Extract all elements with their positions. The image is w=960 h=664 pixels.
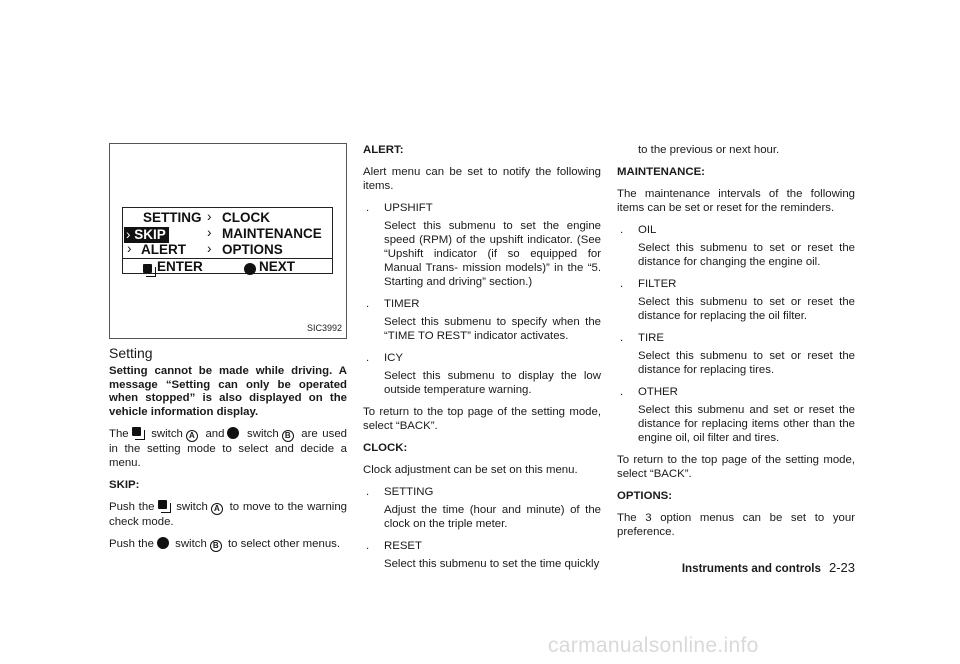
paragraph-skip-a: Push the switch A to move to the warning check mode. xyxy=(109,501,348,528)
alert-intro: Alert menu can be set to notify the following items. xyxy=(363,166,601,192)
next-dot-icon xyxy=(244,261,256,277)
middle-column xyxy=(363,143,601,579)
list-item: . SETTING xyxy=(366,486,434,498)
clock-intro: Clock adjustment can be set on this menu. xyxy=(363,464,578,476)
footer-title: Instruments and controls xyxy=(681,562,821,575)
list-item: . OIL xyxy=(620,224,657,236)
lcd-row-3 xyxy=(123,242,332,258)
lcd-alert: ALERT xyxy=(141,242,186,257)
options-text: The 3 option menus can be set to your preference. xyxy=(617,512,855,538)
lcd-skip: SKIP xyxy=(134,227,166,242)
return-text: To return to the top page of the setting mode, select “BACK”. xyxy=(363,406,601,432)
list-item: . RESET xyxy=(366,540,422,552)
chevron-right-icon: › xyxy=(126,227,131,242)
paragraph-switch-usage: The switch A and switch B are used in the setting mode to select and decide a menu. xyxy=(109,428,348,469)
lcd-options: OPTIONS xyxy=(222,242,283,257)
callout-a-icon: A xyxy=(186,430,198,442)
page-number: 2-23 xyxy=(828,560,855,575)
lcd-maintenance: MAINTENANCE xyxy=(222,226,322,241)
chevron-right-icon: › xyxy=(207,241,212,256)
alert-heading: ALERT: xyxy=(363,144,404,156)
dot-switch-icon xyxy=(227,427,239,439)
warning-text: Setting cannot be made while driving. A message “Setting can only be operated when stopped” is also displayed on the vehicle information display. xyxy=(109,365,347,418)
lcd-next: NEXT xyxy=(259,259,296,274)
callout-b-icon: B xyxy=(210,540,222,552)
continued-text: to the previous or next hour. xyxy=(638,144,780,156)
lcd-row-1 xyxy=(123,210,332,226)
dot-switch-icon xyxy=(157,537,169,549)
list-item-desc: Select this submenu to set or reset the distance for changing the engine oil. xyxy=(638,242,855,268)
chevron-right-icon: › xyxy=(207,209,212,224)
section-title: Setting xyxy=(109,345,153,361)
maintenance-heading: MAINTENANCE: xyxy=(617,166,705,178)
lcd-clock: CLOCK xyxy=(222,210,270,225)
list-item-desc: Select this submenu to set the engine speed (RPM) of the upshift indicator. (See “Upshift indicator (if so equipped for Manual Trans- mission models)” in the “5. Starting and driving” section.) xyxy=(384,220,601,288)
display-figure xyxy=(109,143,347,339)
list-item: . TIRE xyxy=(620,332,664,344)
lcd-row-2 xyxy=(123,226,332,242)
list-item-desc: Select this submenu to set or reset the distance for replacing the oil filter. xyxy=(638,296,855,322)
square-switch-icon xyxy=(158,500,170,512)
list-item: . OTHER xyxy=(620,386,678,398)
maintenance-intro: The maintenance intervals of the following items can be set or reset for the reminders. xyxy=(617,188,855,214)
list-item-desc: Adjust the time (hour and minute) of the clock on the triple meter. xyxy=(384,504,601,530)
callout-a-icon: A xyxy=(211,503,223,515)
lcd-bottom-row xyxy=(123,258,332,274)
list-item-desc: Select this submenu to specify when the “TIME TO REST” indicator activates. xyxy=(384,316,601,342)
lcd-enter: ENTER xyxy=(157,259,203,274)
callout-b-icon: B xyxy=(282,430,294,442)
watermark: carmanualsonline.info xyxy=(548,634,759,657)
chevron-right-icon: › xyxy=(207,225,212,240)
list-item-desc: Select this submenu to set or reset the distance for replacing tires. xyxy=(638,350,855,376)
right-column xyxy=(617,143,855,547)
clock-heading: CLOCK: xyxy=(363,442,408,454)
return-text: To return to the top page of the setting mode, select “BACK”. xyxy=(617,454,855,480)
list-item: . TIMER xyxy=(366,298,420,310)
page-footer xyxy=(627,560,855,575)
figure-caption: SIC3992 xyxy=(306,323,342,333)
list-item: . ICY xyxy=(366,352,403,364)
list-item: . FILTER xyxy=(620,278,677,290)
lcd-setting: SETTING xyxy=(143,210,202,225)
list-item-desc: Select this submenu to set the time quickly xyxy=(384,558,600,570)
enter-square-icon xyxy=(143,262,155,278)
lcd-screen xyxy=(122,207,333,274)
square-switch-icon xyxy=(132,427,144,439)
paragraph-skip-b: Push the switch B to select other menus. xyxy=(109,538,341,550)
skip-heading: SKIP: xyxy=(109,479,140,491)
options-heading: OPTIONS: xyxy=(617,490,673,502)
list-item-desc: Select this submenu to display the low outside temperature warning. xyxy=(384,370,601,396)
list-item-desc: Select this submenu and set or reset the distance for replacing items other than the engine oil, oil filter and tires. xyxy=(638,404,855,444)
left-column xyxy=(109,143,347,560)
list-item: . UPSHIFT xyxy=(366,202,433,214)
chevron-right-icon: › xyxy=(127,241,132,256)
